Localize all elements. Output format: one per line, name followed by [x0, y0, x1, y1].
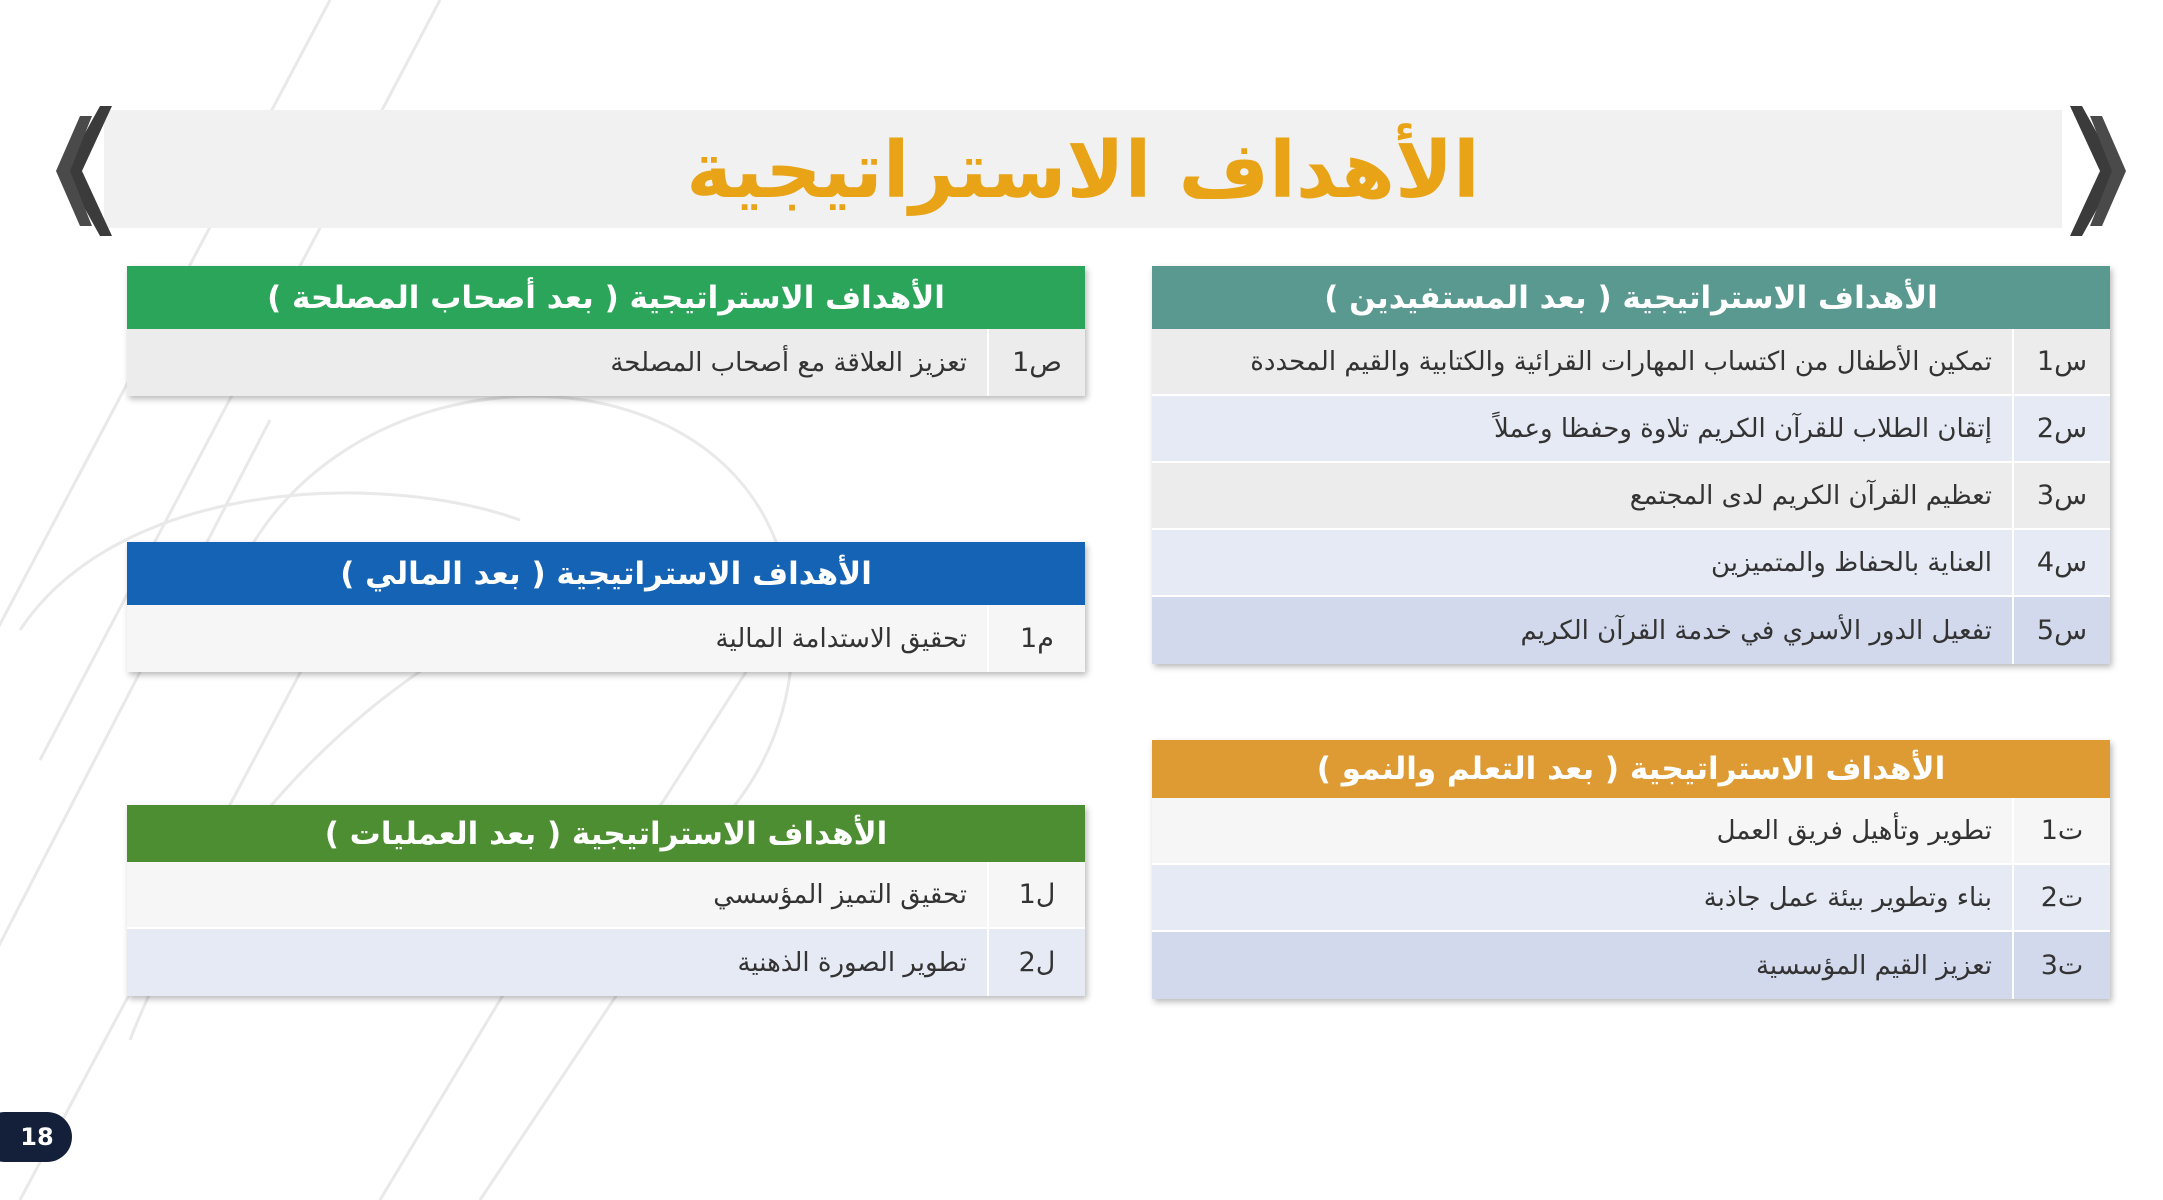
page-title: الأهداف الاستراتيجية: [686, 126, 1480, 216]
objective-text: تفعيل الدور الأسري في خدمة القرآن الكريم: [1520, 615, 1992, 646]
table-row: [1152, 798, 2110, 865]
beneficiaries-panel: [1152, 266, 2110, 664]
table-row: [127, 862, 1085, 929]
learning-panel: [1152, 740, 2110, 999]
objective-text: تمكين الأطفال من اكتساب المهارات القرائية والكتابية والقيم المحددة: [1250, 346, 1992, 377]
objective-code: س2: [2012, 396, 2110, 461]
objective-text: تعظيم القرآن الكريم لدى المجتمع: [1629, 480, 1992, 511]
objective-code: س1: [2012, 329, 2110, 394]
objective-text: تحقيق التميز المؤسسي: [713, 879, 967, 910]
operations-panel: [127, 805, 1085, 996]
table-row: [1152, 329, 2110, 396]
beneficiaries-header: الأهداف الاستراتيجية ( بعد المستفيدين ): [1152, 266, 2110, 329]
objective-text: تطوير وتأهيل فريق العمل: [1716, 815, 1992, 846]
table-row: [127, 929, 1085, 996]
objective-code: ت3: [2012, 932, 2110, 999]
table-row: [1152, 463, 2110, 530]
chevron-left-icon: [52, 104, 112, 238]
objective-text: إتقان الطلاب للقرآن الكريم تلاوة وحفظا وعملاً: [1494, 413, 1992, 444]
financial-header: الأهداف الاستراتيجية ( بعد المالي ): [127, 542, 1085, 605]
objective-code: س5: [2012, 597, 2110, 664]
objective-code: ل2: [987, 929, 1085, 996]
objective-text: بناء وتطوير بيئة عمل جاذبة: [1703, 882, 1992, 913]
operations-header: الأهداف الاستراتيجية ( بعد العمليات ): [127, 805, 1085, 862]
table-row: [127, 605, 1085, 672]
objective-text: تعزيز القيم المؤسسية: [1755, 950, 1992, 981]
objective-code: س4: [2012, 530, 2110, 595]
objective-code: س3: [2012, 463, 2110, 528]
stakeholders-panel: [127, 266, 1085, 396]
stakeholders-header: الأهداف الاستراتيجية ( بعد أصحاب المصلحة ): [127, 266, 1085, 329]
objective-text: تطوير الصورة الذهنية: [737, 947, 967, 978]
objective-code: ت1: [2012, 798, 2110, 863]
table-row: [1152, 597, 2110, 664]
page-number-badge: 18: [0, 1112, 72, 1162]
objective-code: ت2: [2012, 865, 2110, 930]
table-row: [1152, 396, 2110, 463]
objective-code: م1: [987, 605, 1085, 672]
table-row: [1152, 530, 2110, 597]
objective-text: تحقيق الاستدامة المالية: [715, 623, 967, 654]
table-row: [1152, 932, 2110, 999]
table-row: [1152, 865, 2110, 932]
objective-text: تعزيز العلاقة مع أصحاب المصلحة: [610, 347, 967, 378]
objective-text: العناية بالحفاظ والمتميزين: [1711, 547, 1992, 578]
learning-header: الأهداف الاستراتيجية ( بعد التعلم والنمو ): [1152, 740, 2110, 798]
table-row: [127, 329, 1085, 396]
chevron-right-icon: [2070, 104, 2130, 238]
title-banner: [104, 110, 2062, 228]
objective-code: ل1: [987, 862, 1085, 927]
objective-code: ص1: [987, 329, 1085, 396]
financial-panel: [127, 542, 1085, 672]
